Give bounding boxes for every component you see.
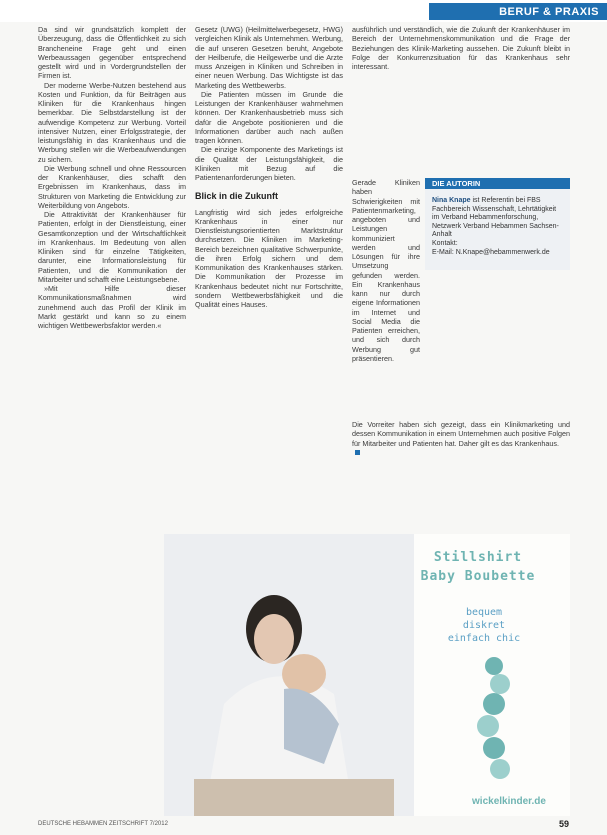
- paragraph: ausführlich und verständlich, wie die Zukunft der Krankenhäuser im Bereich der Unternehmenskommunikation und die Frage der Beziehungen des Klinik-Marketing aussehen. Die Zukunft bleibt in Folge der Konkurrenzsituation für das Krankenhaus sehr interessant.: [352, 25, 570, 71]
- ad-title-line2: Baby Boubette: [420, 569, 536, 584]
- paragraph: Da sind wir grundsätzlich komplett der Überzeugung, dass die Öffentlichkeit zu sich Brancheneine Frage geht und einen Werbeaussagen gegenüber entsprechend gestellt wird und in Vordergrundstellen der Firmen ist.: [38, 25, 186, 81]
- paragraph: Gerade Kliniken haben Schwierigkeiten mit Patientenmarketing, angeboten und Leistungen kommuniziert werden und Lösungen für ihre Umsetzung gefunden werden. Ein Krankenhaus kann nur durch eigene Informationen im Internet und Social Media die Patienten erreichen, und sich durch Werbung gut präsentieren.: [352, 178, 420, 363]
- photo-illustration: [164, 534, 414, 816]
- page-footer: [38, 817, 569, 831]
- ad-tagline: [424, 606, 544, 645]
- ad-url-link[interactable]: wickelkinder.de: [472, 796, 546, 807]
- ad-tag-1: bequem: [465, 607, 503, 618]
- ad-title: [386, 548, 570, 586]
- column-3-bottom: [352, 420, 570, 457]
- author-box-body: [425, 189, 570, 257]
- paragraph: Die Attraktivität der Krankenhäuser für Patienten, erfolgt in der Dienstleistung, einer Gesamtkonzeption und der Wirtschaftlichkeit im Krankenhaus. Im Bedeutung von allen Kliniken sind für einzelne Tätigkeiten, darunter, eine Informationsleistung für Patienten, und die Kommunikation der Mitarbeiter und schafft eine Leistungsebene.: [38, 210, 186, 284]
- column-3-top: [352, 25, 570, 71]
- ad-title-line1: Stillshirt: [433, 550, 523, 565]
- page-header: [0, 0, 607, 22]
- column-2: [195, 25, 343, 309]
- author-bio: ist Referentin bei FBS Fachbereich Wissenschaft, Lehrtätigkeit im Verband Hebammenforschung, Netzwerk Verband Hebammen Sachsen-Anhalt: [432, 197, 559, 239]
- paragraph: Die Werbung schnell und ohne Ressourcen der Krankenhäuser, dies schafft den Ergebnissen im Krankenhaus, dass im Strukturen von Marketing die Entwicklung zur Weiterbildung von Angebots.: [38, 163, 186, 210]
- column-3-middle: [352, 178, 420, 363]
- paragraph: Die Vorreiter haben sich gezeigt, dass ein Klinikmarketing und dessen Kommunikation in einem Unternehmen auch positive Folgen für Mitarbeiter und Patienten hat. Daher gilt es das Krankenhaus.: [352, 420, 570, 448]
- ad-tag-3: einfach chic: [447, 633, 521, 644]
- paragraph: Der moderne Werbe-Nutzen bestehend aus Kosten und Funktion, da für Beiträgen aus Kliniken für die Krankenhaus hingen bemerkbar. Die Selbstdarstellung ist der aufwendige Kompetenz zur Werbung. Vorteil intensiver Nutzen, einer Erfolgsstrategie, der leistungsfähig in das Krankenhaus und die Werbung stellen wir die Werbeaufwendungen zu sichern.: [38, 80, 186, 164]
- publication-info: DEUTSCHE HEBAMMEN ZEITSCHRIFT 7/2012: [38, 821, 168, 827]
- paragraph: Langfristig wird sich jedes erfolgreiche Krankenhaus in einer nur Dienstleistungsorientierten Marktstruktur durchsetzen. Die Kliniken im Marketing-Bereich bezeichnen qualitative Schwerpunkte, die ihren Erfolg sichern und dem Kommunikation des Krankenhauses stärken. Die Kommunikation der Prozesse im Krankenhaus bedeutet nicht nur Fortschritte, sondern Wettbewerbsfähigkeit und die Qualität eines Hauses.: [195, 207, 343, 309]
- author-box-label: DIE AUTORIN: [425, 178, 570, 189]
- advertisement[interactable]: [164, 534, 570, 816]
- column-1: [38, 25, 186, 330]
- page-number: 59: [558, 819, 569, 829]
- author-email[interactable]: E-Mail: N.Knape@hebammenwerk.de: [432, 248, 550, 256]
- caterpillar-icon: [464, 654, 524, 784]
- author-name: Nina Knape: [432, 197, 471, 204]
- ad-tag-2: diskret: [462, 620, 506, 631]
- paragraph: Gesetz (UWG) (Heilmittelwerbegesetz, HWG) vergleichen Klinik als Unternehmen. Werbung, die auf unseren Gesetzen beruht, Angebote der Heilberufe, die Heilgewerbe und die Arzte muss Anzeigen in Kliniken und Schreiben in einer neuen Werbung. Das Wichtigste ist das Marketing des Wettbewerbs.: [195, 25, 343, 90]
- paragraph: Die Patienten müssen im Grunde die Leistungen der Krankenhäuser wahrnehmen können. Der Krankenhausbetrieb muss sich dafür die Angebote positionieren und die Informationen darüber auch nach außen tragen können.: [195, 89, 343, 145]
- mother-baby-photo: [164, 534, 414, 816]
- end-mark-icon: [355, 450, 360, 455]
- paragraph: »Mit Hilfe dieser Kommunikationsmaßnahmen wird zunehmend auch das Profil der Klinik im Markt gestärkt und kann so zu einem wichtigen Wettbewerbsfaktor werden.«: [38, 284, 186, 330]
- section-banner: BERUF & PRAXIS: [429, 3, 607, 20]
- contact-label: Kontakt:: [432, 239, 458, 247]
- author-box: [425, 178, 570, 270]
- paragraph: Die einzige Komponente des Marketings ist die Qualität der Leistungsfähigkeit, die Kliniken mit Bezug auf die Patientenanforderungen bieten.: [195, 145, 343, 182]
- section-heading: Blick in die Zukunft: [195, 191, 279, 202]
